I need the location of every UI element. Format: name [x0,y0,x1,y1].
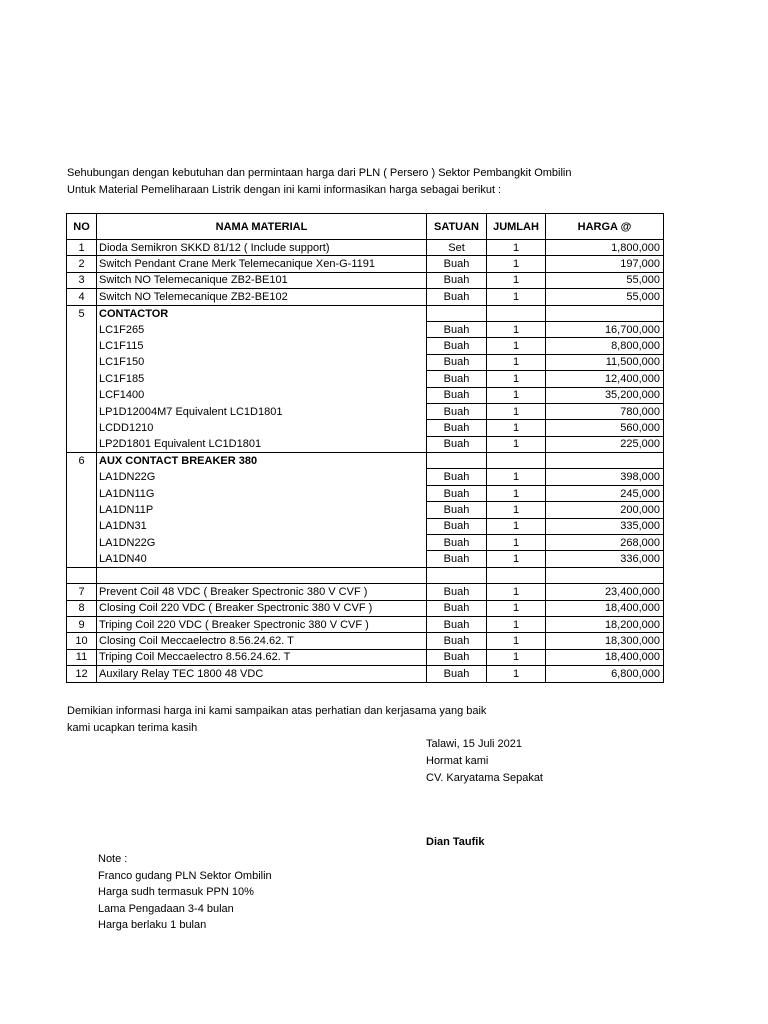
place-date: Talawi, 15 Juli 2021 [426,738,523,750]
quantity-cell: 1 [487,436,546,452]
note-item: Lama Pengadaan 3-4 bulan [98,902,234,915]
quantity-cell: 1 [487,633,546,649]
unit-cell: Buah [427,272,487,288]
row-number: 11 [67,649,97,665]
material-name: LA1DN31 [97,518,427,534]
price-cell [546,567,664,583]
note-item: Franco gudang PLN Sektor Ombilin [98,869,272,882]
table-row [67,600,664,616]
price-cell: 225,000 [546,436,664,452]
quantity-cell: 1 [487,321,546,337]
table-row [67,485,664,501]
table-row [67,518,664,534]
unit-cell: Buah [427,371,487,387]
quantity-cell [487,305,546,321]
row-number [67,321,97,337]
quantity-cell: 1 [487,485,546,501]
unit-cell: Buah [427,354,487,370]
material-name: Closing Coil 220 VDC ( Breaker Spectronic 380 V CVF ) [97,600,427,616]
header-nama-material: NAMA MATERIAL [97,214,427,240]
table-row [67,354,664,370]
row-number: 9 [67,616,97,632]
unit-cell: Buah [427,616,487,632]
unit-cell: Buah [427,485,487,501]
material-name: LC1F150 [97,354,427,370]
quantity-cell: 1 [487,518,546,534]
material-name: Triping Coil Meccaelectro 8.56.24.62. T [97,649,427,665]
row-number [67,403,97,419]
header-harga: HARGA @ [546,214,664,240]
unit-cell: Buah [427,502,487,518]
price-cell: 18,400,000 [546,600,664,616]
row-number [67,535,97,551]
quantity-cell: 1 [487,256,546,272]
unit-cell: Buah [427,518,487,534]
material-name: LA1DN11P [97,502,427,518]
quantity-cell: 1 [487,240,546,256]
table-row [67,338,664,354]
row-number: 3 [67,272,97,288]
quantity-cell: 1 [487,420,546,436]
price-cell: 18,200,000 [546,616,664,632]
price-cell [546,453,664,469]
quantity-cell: 1 [487,272,546,288]
note-item: Harga sudh termasuk PPN 10% [98,886,254,898]
material-name: Closing Coil Meccaelectro 8.56.24.62. T [97,633,427,649]
row-number [67,469,97,485]
table-blank-row [67,567,664,583]
material-name: LA1DN22G [97,535,427,551]
price-cell: 197,000 [546,256,664,272]
row-number: 10 [67,633,97,649]
unit-cell: Buah [427,666,487,682]
price-cell: 268,000 [546,535,664,551]
price-cell: 8,800,000 [546,338,664,354]
table-section-row [67,305,664,321]
unit-cell: Buah [427,436,487,452]
signature-block [426,736,543,787]
quantity-cell: 1 [487,387,546,403]
table-row [67,535,664,551]
unit-cell: Buah [427,551,487,567]
header-satuan: SATUAN [427,214,487,240]
quantity-cell: 1 [487,403,546,419]
material-name: Switch NO Telemecanique ZB2-BE102 [97,289,427,305]
closing-line-2: kami ucapkan terima kasih [67,722,198,734]
material-name: LC1F265 [97,321,427,337]
note-block [98,851,272,934]
note-title: Note : [98,853,128,865]
table-row [67,666,664,682]
quantity-cell: 1 [487,338,546,354]
header-no: NO [67,214,97,240]
row-number [67,567,97,583]
row-number [67,502,97,518]
quantity-cell: 1 [487,502,546,518]
row-number: 4 [67,289,97,305]
table-row [67,551,664,567]
signer-name: Dian Taufik [426,836,485,848]
material-name: AUX CONTACT BREAKER 380 [97,453,427,469]
unit-cell: Set [427,240,487,256]
table-row [67,403,664,419]
quantity-cell: 1 [487,584,546,600]
quantity-cell [487,567,546,583]
row-number [67,485,97,501]
quantity-cell: 1 [487,354,546,370]
row-number: 6 [67,453,97,469]
row-number [67,518,97,534]
price-cell: 12,400,000 [546,371,664,387]
table-row [67,387,664,403]
regards: Hormat kami [426,755,489,767]
quantity-cell: 1 [487,649,546,665]
unit-cell: Buah [427,584,487,600]
material-name: Prevent Coil 48 VDC ( Breaker Spectronic 380 V CVF ) [97,584,427,600]
unit-cell: Buah [427,469,487,485]
price-cell: 18,300,000 [546,633,664,649]
unit-cell: Buah [427,387,487,403]
table-row [67,436,664,452]
material-name: Triping Coil 220 VDC ( Breaker Spectronic 380 V CVF ) [97,616,427,632]
table-row [67,616,664,632]
intro-paragraph [67,165,571,199]
header-jumlah: JUMLAH [487,214,546,240]
price-cell: 11,500,000 [546,354,664,370]
material-name: CONTACTOR [97,305,427,321]
price-cell: 23,400,000 [546,584,664,600]
company-name: CV. Karyatama Sepakat [426,772,543,784]
table-row [67,502,664,518]
table-header-row [67,214,664,240]
price-cell [546,305,664,321]
table-row [67,649,664,665]
unit-cell: Buah [427,338,487,354]
unit-cell: Buah [427,256,487,272]
material-name: LP2D1801 Equivalent LC1D1801 [97,436,427,452]
unit-cell: Buah [427,600,487,616]
material-name: LA1DN40 [97,551,427,567]
material-name: Dioda Semikron SKKD 81/12 ( Include support) [97,240,427,256]
closing-paragraph [67,703,486,737]
table-row [67,289,664,305]
price-cell: 55,000 [546,289,664,305]
price-cell: 336,000 [546,551,664,567]
price-cell: 200,000 [546,502,664,518]
material-name: LC1F115 [97,338,427,354]
table-row [67,420,664,436]
table-row [67,240,664,256]
material-name: Auxilary Relay TEC 1800 48 VDC [97,666,427,682]
price-cell: 55,000 [546,272,664,288]
unit-cell [427,305,487,321]
price-cell: 335,000 [546,518,664,534]
price-cell: 245,000 [546,485,664,501]
unit-cell [427,453,487,469]
row-number [67,551,97,567]
material-price-table [66,213,664,683]
row-number: 2 [67,256,97,272]
row-number [67,436,97,452]
material-name: Switch Pendant Crane Merk Telemecanique Xen-G-1191 [97,256,427,272]
material-name [97,567,427,583]
price-cell: 780,000 [546,403,664,419]
material-name: LCDD1210 [97,420,427,436]
unit-cell [427,567,487,583]
unit-cell: Buah [427,403,487,419]
row-number [67,420,97,436]
material-name: LA1DN11G [97,485,427,501]
row-number: 8 [67,600,97,616]
price-cell: 6,800,000 [546,666,664,682]
price-cell: 16,700,000 [546,321,664,337]
quantity-cell: 1 [487,535,546,551]
intro-line-1: Sehubungan dengan kebutuhan dan permintaan harga dari PLN ( Persero ) Sektor Pembangkit Ombilin [67,167,572,179]
row-number: 5 [67,305,97,321]
table-body [67,240,664,683]
material-name: LCF1400 [97,387,427,403]
quantity-cell: 1 [487,371,546,387]
unit-cell: Buah [427,420,487,436]
material-name: LC1F185 [97,371,427,387]
material-name: LP1D12004M7 Equivalent LC1D1801 [97,403,427,419]
row-number [67,371,97,387]
row-number: 1 [67,240,97,256]
table-row [67,633,664,649]
unit-cell: Buah [427,535,487,551]
price-cell: 1,800,000 [546,240,664,256]
price-cell: 560,000 [546,420,664,436]
table-row [67,371,664,387]
table-row [67,469,664,485]
table-row [67,321,664,337]
table-row [67,256,664,272]
intro-line-2: Untuk Material Pemeliharaan Listrik dengan ini kami informasikan harga sebagai berikut : [67,184,502,196]
unit-cell: Buah [427,633,487,649]
table-section-row [67,453,664,469]
quantity-cell: 1 [487,551,546,567]
row-number [67,354,97,370]
row-number [67,338,97,354]
unit-cell: Buah [427,289,487,305]
quantity-cell [487,453,546,469]
note-item: Harga berlaku 1 bulan [98,919,207,931]
row-number: 7 [67,584,97,600]
quantity-cell: 1 [487,616,546,632]
price-cell: 18,400,000 [546,649,664,665]
unit-cell: Buah [427,649,487,665]
quantity-cell: 1 [487,666,546,682]
table-row [67,272,664,288]
unit-cell: Buah [427,321,487,337]
quantity-cell: 1 [487,600,546,616]
price-cell: 398,000 [546,469,664,485]
closing-line-1: Demikian informasi harga ini kami sampaikan atas perhatian dan kerjasama yang baik [67,705,487,717]
material-name: Switch NO Telemecanique ZB2-BE101 [97,272,427,288]
table-row [67,584,664,600]
row-number [67,387,97,403]
quantity-cell: 1 [487,289,546,305]
row-number: 12 [67,666,97,682]
quantity-cell: 1 [487,469,546,485]
price-cell: 35,200,000 [546,387,664,403]
material-name: LA1DN22G [97,469,427,485]
